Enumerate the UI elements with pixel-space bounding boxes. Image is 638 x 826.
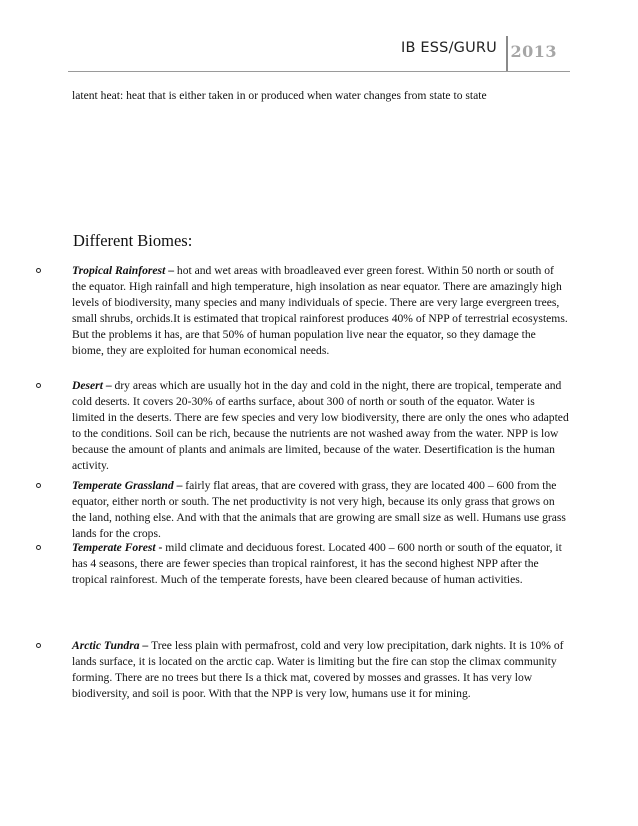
biome-description: Tree less plain with permafrost, cold and very low precipitation, dark nights. It is 10% of lands surface, it is located on the arctic cap. Water is limiting but the fire can stop the climax community forming. There are no trees but there Is a thick mat, covered by mosses and grasses. It has very low biodiversity, and soil is poor. With that the NPP is very low, humans use it for mining.: [72, 639, 564, 700]
latent-heat-definition: latent heat: heat that is either taken in or produced when water changes from state to state: [72, 89, 487, 102]
biome-name: Arctic Tundra: [72, 639, 140, 652]
header-divider: [506, 36, 508, 72]
biome-name: Tropical Rainforest: [72, 264, 166, 277]
biome-separator: -: [155, 541, 166, 554]
bullet-icon: [36, 383, 41, 388]
bullet-icon: [36, 483, 41, 488]
biome-name: Desert: [72, 379, 103, 392]
biome-description: fairly flat areas, that are covered with grass, they are located 400 – 600 from the equator, either north or south. The net productivity is not very high, because its only grass that grows on the land, nothing else. And with that the animals that are growing are small size as well. Humans use grass lands for the crops.: [72, 479, 566, 540]
biome-description: hot and wet areas with broadleaved ever green forest. Within 50 north or south of the equator. High rainfall and high temperature, high insolation as near equator. There are amazingly high levels of biodiversity, many species and many individuals of specie. There are very large evergreen trees, small shrubs, orchids.It is estimated that tropical rainforest produces 40% of NPP of terrestrial ecosystems. But the problems it has, are that 50% of human population live near the equator, so they damage the biome, they are exploited for human economical needs.: [72, 264, 568, 357]
biome-tropical-rainforest: [72, 263, 570, 359]
biome-description: mild climate and deciduous forest. Located 400 – 600 north or south of the equator, it has 4 seasons, there are fewer species than tropical rainforest, it has the second highest NPP after the tropical rainforest. Much of the temperate forests, have been cleared because of human activities.: [72, 541, 562, 586]
biome-temperate-forest: [72, 540, 570, 588]
biome-separator: –: [173, 479, 186, 492]
header-rule: [68, 71, 570, 72]
bullet-icon: [36, 643, 41, 648]
bullet-icon: [36, 268, 41, 273]
biome-name: Temperate Grassland: [72, 479, 174, 492]
header-title: IB ESS/GURU: [400, 40, 497, 56]
biome-separator: –: [102, 379, 115, 392]
header-year: 2013: [510, 42, 557, 61]
biome-desert: [72, 378, 570, 474]
biome-temperate-grassland: [72, 478, 570, 542]
biome-name: Temperate Forest: [72, 541, 156, 554]
biome-separator: –: [165, 264, 177, 277]
bullet-icon: [36, 545, 41, 550]
biome-description: dry areas which are usually hot in the day and cold in the night, there are tropical, temperate and cold deserts. It covers 20-30% of earths surface, about 300 of north or south of the equator. Water is limited in the deserts. There are few species and very low biodiversity, there are only the ones who adapted to the conditions. Soil can be rich, because the nutrients are not washed away from the water. NPP is low because the amount of plants and animals are limited, because of the water. Desertification is the human activity.: [72, 379, 569, 472]
page-header: [68, 36, 570, 72]
biome-separator: –: [139, 639, 152, 652]
biome-arctic-tundra: [72, 638, 570, 702]
section-heading: Different Biomes:: [73, 231, 193, 250]
